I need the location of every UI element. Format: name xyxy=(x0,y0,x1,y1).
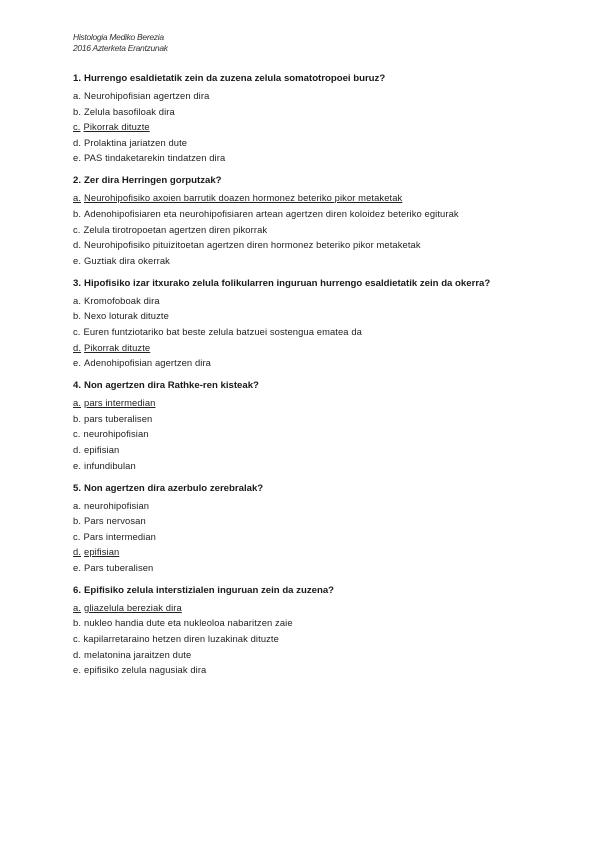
question-text: Zer dira Herringen gorputzak? xyxy=(84,175,222,187)
question-5 xyxy=(73,482,573,574)
option-text: PAS tindaketarekin tindatzen dira xyxy=(84,152,226,164)
answer-option xyxy=(73,514,573,527)
question-title xyxy=(73,584,573,598)
option-letter: e. xyxy=(73,664,82,676)
question-2 xyxy=(73,174,573,266)
option-letter: b. xyxy=(73,207,82,219)
question-number: 3. xyxy=(73,277,82,289)
correct-answer-option xyxy=(73,601,573,614)
answer-option xyxy=(73,499,573,512)
option-letter: d. xyxy=(73,136,82,148)
option-letter: e. xyxy=(73,459,82,471)
option-letter: b. xyxy=(73,412,82,424)
option-text: Pars intermedian xyxy=(83,530,156,542)
option-text: melatonina jaraitzen dute xyxy=(84,648,192,660)
answer-option xyxy=(73,356,573,369)
option-letter: d. xyxy=(73,648,82,660)
question-number: 5. xyxy=(73,482,82,494)
option-letter: a. xyxy=(73,601,82,613)
option-letter: d. xyxy=(73,239,82,251)
option-letter: c. xyxy=(73,633,81,645)
option-text: Nexo loturak dituzte xyxy=(84,310,169,322)
option-text: Adenohipofisian agertzen dira xyxy=(84,357,211,369)
option-letter: d. xyxy=(73,443,82,455)
option-text: kapilarretaraino hetzen diren luzakinak dituzte xyxy=(83,633,279,645)
option-text: neurohipofisian xyxy=(83,428,149,440)
option-letter: c. xyxy=(73,121,81,133)
option-text: Zelula tirotropoetan agertzen diren pikorrak xyxy=(83,223,268,235)
option-letter: a. xyxy=(73,397,82,409)
question-text: Hurrengo esaldietatik zein da zuzena zelula somatotropoei buruz? xyxy=(84,73,386,84)
option-letter: b. xyxy=(73,515,82,527)
header-exam-title: 2016 Azterketa Erantzunak xyxy=(73,43,168,53)
answer-option xyxy=(73,561,573,574)
answer-option xyxy=(73,648,573,661)
option-text: Euren funtziotariko bat beste zelula batzuei sostengua ematea da xyxy=(83,325,362,337)
question-text: Non agertzen dira azerbulo zerebralak? xyxy=(84,482,264,494)
question-title xyxy=(73,379,573,393)
option-text: Prolaktina jariatzen dute xyxy=(84,136,188,148)
option-letter: a. xyxy=(73,192,82,204)
option-letter: a. xyxy=(73,499,82,511)
option-letter: a. xyxy=(73,294,82,306)
option-letter: c. xyxy=(73,530,81,542)
answer-option xyxy=(73,309,573,322)
answer-option xyxy=(73,294,573,307)
option-text: Neurohipofisiko axoien barrutik doazen hormonez beteriko pikor metaketak xyxy=(84,192,403,204)
question-text: Non agertzen dira Rathke-ren kisteak? xyxy=(84,380,259,392)
option-text: Kromofoboak dira xyxy=(84,294,160,306)
answer-option xyxy=(73,254,573,267)
correct-answer-option xyxy=(73,341,573,354)
answer-option xyxy=(73,136,573,149)
header-course-title: Histologia Mediko Berezia xyxy=(73,32,164,42)
option-text: Neurohipofisiko pituizitoetan agertzen diren hormonez beteriko pikor metaketak xyxy=(84,239,421,251)
option-text: Guztiak dira okerrak xyxy=(84,254,170,266)
option-text: neurohipofisian xyxy=(84,499,150,511)
document-header xyxy=(73,32,168,54)
option-letter: c. xyxy=(73,428,81,440)
option-letter: d. xyxy=(73,341,82,353)
question-text: Hipofisiko izar itxurako zelula folikularren inguruan hurrengo esaldietatik zein da okerra? xyxy=(84,277,491,289)
option-letter: e. xyxy=(73,254,82,266)
answer-option xyxy=(73,89,573,102)
option-letter: d. xyxy=(73,546,82,558)
answer-option xyxy=(73,663,573,676)
option-letter: e. xyxy=(73,152,82,164)
option-text: epifisian xyxy=(84,546,120,558)
answer-option xyxy=(73,238,573,251)
option-text: pars tuberalisen xyxy=(84,412,153,424)
option-letter: b. xyxy=(73,105,82,117)
question-number: 6. xyxy=(73,584,82,596)
answer-option xyxy=(73,616,573,629)
question-4 xyxy=(73,379,573,471)
question-title xyxy=(73,174,573,188)
question-6 xyxy=(73,584,573,676)
question-text: Epifisiko zelula interstizialen inguruan zein da zuzena? xyxy=(84,584,335,596)
answer-option xyxy=(73,223,573,236)
option-letter: c. xyxy=(73,325,81,337)
option-text: nukleo handia dute eta nukleoloa nabaritzen zaie xyxy=(84,617,293,629)
answer-option xyxy=(73,207,573,220)
option-text: Zelula basofiloak dira xyxy=(84,105,175,117)
option-letter: e. xyxy=(73,561,82,573)
option-text: Neurohipofisian agertzen dira xyxy=(84,90,210,101)
option-text: gliazelula bereziak dira xyxy=(84,601,182,613)
option-text: Pars tuberalisen xyxy=(84,561,154,573)
question-title xyxy=(73,277,573,291)
question-list xyxy=(73,72,573,686)
answer-option xyxy=(73,427,573,440)
question-3 xyxy=(73,277,573,369)
answer-option xyxy=(73,459,573,472)
option-letter: b. xyxy=(73,310,82,322)
correct-answer-option xyxy=(73,191,573,204)
correct-answer-option xyxy=(73,396,573,409)
option-text: Pikorrak dituzte xyxy=(84,341,151,353)
answer-option xyxy=(73,105,573,118)
answer-option xyxy=(73,443,573,456)
answer-option xyxy=(73,530,573,543)
option-text: pars intermedian xyxy=(84,397,156,409)
correct-answer-option xyxy=(73,545,573,558)
correct-answer-option xyxy=(73,120,573,133)
answer-option xyxy=(73,325,573,338)
option-text: Pikorrak dituzte xyxy=(83,121,150,133)
option-letter: e. xyxy=(73,357,82,369)
question-number: 1. xyxy=(73,73,82,84)
option-letter: b. xyxy=(73,617,82,629)
option-letter: c. xyxy=(73,223,81,235)
option-text: epifisiko zelula nagusiak dira xyxy=(84,664,207,676)
answer-option xyxy=(73,632,573,645)
question-title xyxy=(73,72,573,86)
option-text: Adenohipofisiaren eta neurohipofisiaren artean agertzen diren koloidez beteriko egiturak xyxy=(84,207,459,219)
question-number: 2. xyxy=(73,175,82,187)
answer-option xyxy=(73,412,573,425)
question-1 xyxy=(73,72,573,164)
option-text: Pars nervosan xyxy=(84,515,146,527)
question-title xyxy=(73,482,573,496)
question-number: 4. xyxy=(73,380,82,392)
option-text: infundibulan xyxy=(84,459,136,471)
answer-option xyxy=(73,151,573,164)
option-text: epifisian xyxy=(84,443,120,455)
option-letter: a. xyxy=(73,90,82,101)
